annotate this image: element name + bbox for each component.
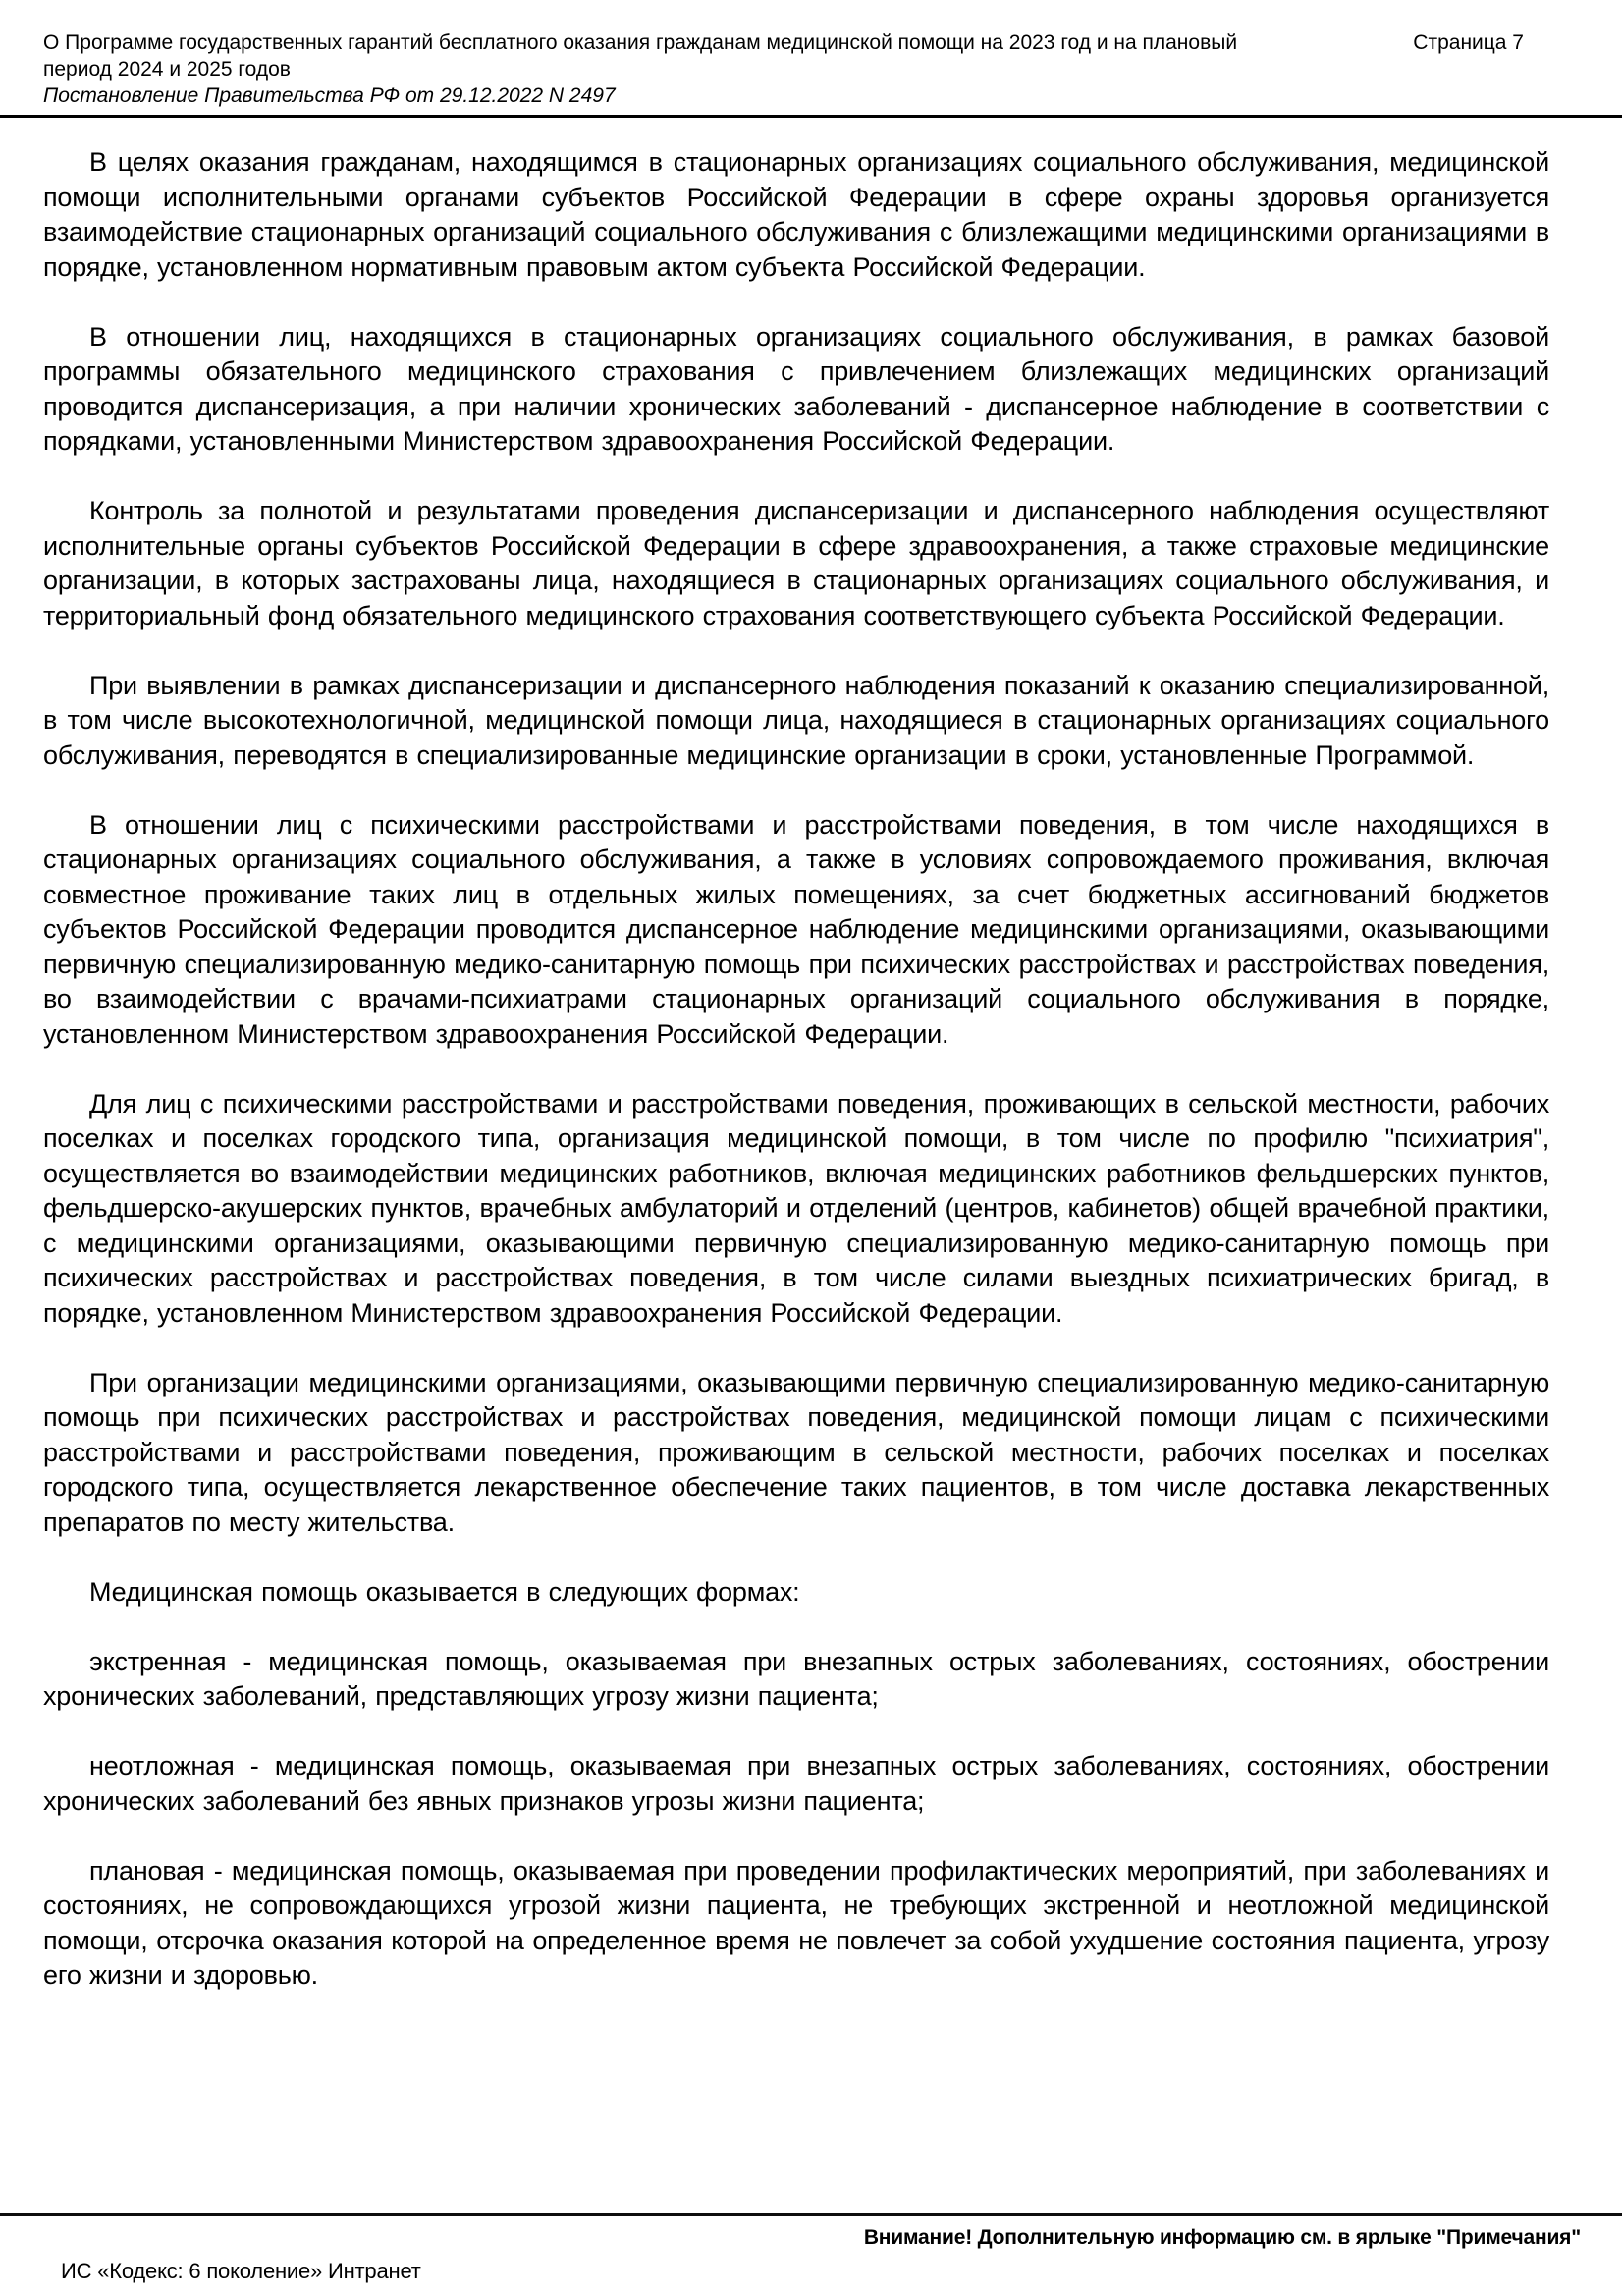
paragraph: В отношении лиц, находящихся в стационарных организациях социального обслуживания, в рамках базовой программы обязательного медицинского страхования с привлечением близлежащих медицинских организаций проводится диспансеризация, а при наличии хронических заболеваний - диспансерное наблюдение в соответствии с порядками, установленными Министерством здравоохранения Российской Федерации.	[43, 321, 1549, 456]
document-header	[0, 0, 1622, 118]
document-footer	[0, 2213, 1622, 2296]
paragraph: неотложная - медицинская помощь, оказываемая при внезапных острых заболеваниях, состояниях, обострении хронических заболеваний без явных признаков угрозы жизни пациента;	[43, 1751, 1549, 1816]
system-name-label: ИС «Кодекс: 6 поколение» Интранет	[61, 2259, 421, 2283]
notes-attention-text: Внимание! Дополнительную информацию см. в ярлыке "Примечания"	[863, 2226, 1581, 2249]
document-type-line: Постановление Правительства РФ от 29.12.2022 N 2497	[43, 84, 616, 107]
document-body	[43, 118, 1549, 1994]
document-title: О Программе государственных гарантий бесплатного оказания гражданам медицинской помощи на 2023 год и на плановый период 2024 и 2025 годов	[43, 31, 1238, 81]
paragraph: Для лиц с психическими расстройствами и расстройствами поведения, проживающих в сельской местности, рабочих поселках и поселках городского типа, организация медицинской помощи, в том числе по профилю "психиатрия", осуществляется во взаимодействии медицинских работников, включая медицинских работников фельдшерских пунктов, фельдшерско-акушерских пунктов, врачебных амбулаторий и отделений (центров, кабинетов) общей врачебной практики, с медицинскими организациями, оказывающими первичную специализированную медико-санитарную помощь при психических расстройствах и расстройствах поведения, в том числе силами выездных психиатрических бригад, в порядке, установленном Министерством здравоохранения Российской Федерации.	[43, 1088, 1549, 1328]
paragraph: плановая - медицинская помощь, оказываемая при проведении профилактических мероприятий, при заболеваниях и состояниях, не сопровождающихся угрозой жизни пациента, не требующих экстренной и неотложной медицинской помощи, отсрочка оказания которой на определенное время не повлечет за собой ухудшение состояния пациента, угрозу его жизни и здоровью.	[43, 1855, 1549, 1990]
paragraph: экстренная - медицинская помощь, оказываемая при внезапных острых заболеваниях, состояниях, обострении хронических заболеваний, представляющих угрозу жизни пациента;	[43, 1646, 1549, 1711]
paragraph: При организации медицинскими организациями, оказывающими первичную специализированную медико-санитарную помощь при психических расстройствах и расстройствах поведения, медицинской помощи лицам с психическими расстройствами и расстройствами поведения, проживающим в сельской местности, рабочих поселках и поселках городского типа, осуществляется лекарственное обеспечение таких пациентов, в том числе доставка лекарственных препаратов по месту жительства.	[43, 1367, 1549, 1537]
paragraph: В целях оказания гражданам, находящимся в стационарных организациях социального обслуживания, медицинской помощи исполнительными органами субъектов Российской Федерации в сфере охраны здоровья организуется взаимодействие стационарных организаций социального обслуживания с близлежащими медицинскими организациями в порядке, установленном нормативным правовым актом субъекта Российской Федерации.	[43, 147, 1549, 282]
paragraph: При выявлении в рамках диспансеризации и диспансерного наблюдения показаний к оказанию специализированной, в том числе высокотехнологичной, медицинской помощи лица, находящиеся в стационарных организациях социального обслуживания, переводятся в специализированные медицинские организации в сроки, установленные Программой.	[43, 670, 1549, 770]
page-number-label: Страница 7	[1413, 31, 1524, 54]
paragraph: В отношении лиц с психическими расстройствами и расстройствами поведения, в том числе находящихся в стационарных организациях социального обслуживания, а также в условиях сопровождаемого проживания, включая совместное проживание таких лиц в отдельных жилых помещениях, за счет бюджетных ассигнований бюджетов субъектов Российской Федерации проводится диспансерное наблюдение медицинскими организациями, оказывающими первичную специализированную медико-санитарную помощь при психических расстройствах и расстройствах поведения, во взаимодействии с врачами-психиатрами стационарных организаций социального обслуживания в порядке, установленном Министерством здравоохранения Российской Федерации.	[43, 809, 1549, 1049]
paragraph: Контроль за полнотой и результатами проведения диспансеризации и диспансерного наблюдения осуществляют исполнительные органы субъектов Российской Федерации в сфере здравоохранения, а также страховые медицинские организации, в которых застрахованы лица, находящиеся в стационарных организациях социального обслуживания, и территориальный фонд обязательного медицинского страхования соответствующего субъекта Российской Федерации.	[43, 496, 1549, 630]
paragraph: Медицинская помощь оказывается в следующих формах:	[89, 1576, 800, 1607]
